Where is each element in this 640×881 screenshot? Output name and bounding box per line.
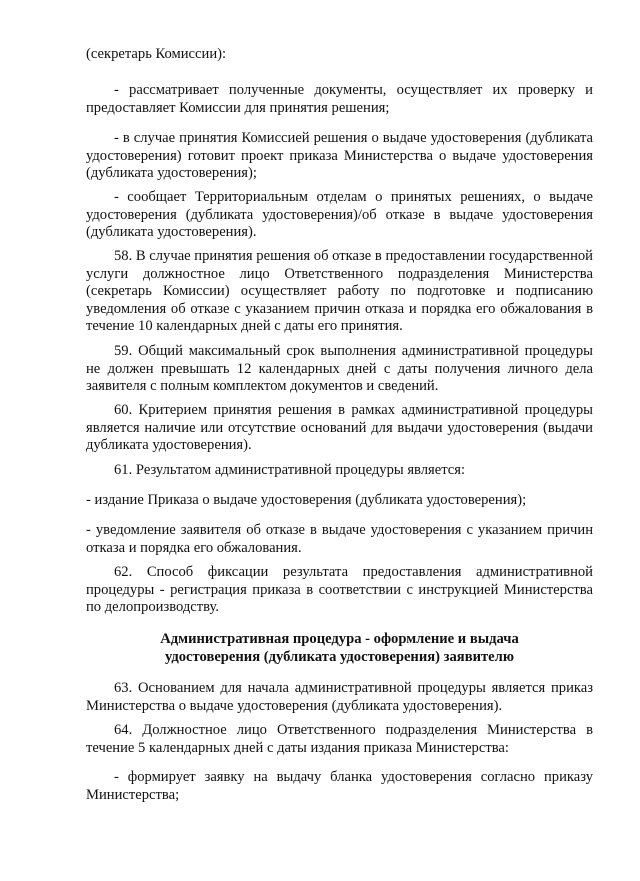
paragraph-notify-departments: - сообщает Территориальным отделам о принятых решениях, о выдаче удостоверения (дубликата удостоверения)/об отказе в выдаче удостоверения (дубликата удостоверения).: [86, 189, 593, 241]
paragraph-review-documents: - рассматривает полученные документы, осуществляет их проверку и предоставляет Комиссии для принятия решения;: [86, 82, 593, 116]
section-heading: [86, 631, 593, 666]
section-heading-line-1: Административная процедура - оформление и выдача: [160, 631, 519, 647]
paragraph-notify-refusal: - уведомление заявителя об отказе в выдаче удостоверения с указанием причин отказа и порядка его обжалования.: [86, 522, 593, 556]
paragraph-61: 61. Результатом административной процедуры является:: [114, 462, 466, 478]
paragraph-64: 64. Должностное лицо Ответственного подразделения Министерства в течение 5 календарных дней с даты издания приказа Министерства:: [86, 722, 593, 756]
paragraph-59: 59. Общий максимальный срок выполнения административной процедуры не должен превышать 12 календарных дней с даты получения личного дела заявителя с полным комплектом документов и сведений.: [86, 343, 593, 395]
paragraph-issue-order: - издание Приказа о выдаче удостоверения (дубликата удостоверения);: [86, 492, 527, 508]
paragraph-60: 60. Критерием принятия решения в рамках административной процедуры является наличие или отсутствие оснований для выдачи удостоверения (выдачи дубликата удостоверения).: [86, 402, 593, 454]
paragraph-62: 62. Способ фиксации результата предоставления административной процедуры - регистрация приказа в соответствии с инструкцией Министерства по делопроизводству.: [86, 564, 593, 616]
paragraph-prepare-order: - в случае принятия Комиссией решения о выдаче удостоверения (дубликата удостоверения) готовит проект приказа Министерства о выдаче удостоверения (дубликата удостоверения);: [86, 130, 593, 182]
paragraph-form-request: - формирует заявку на выдачу бланка удостоверения согласно приказу Министерства;: [86, 769, 593, 803]
paragraph-63: 63. Основанием для начала административной процедуры является приказ Министерства о выдаче удостоверения (дубликата удостоверения).: [86, 680, 593, 714]
paragraph-secretary-note: (секретарь Комиссии):: [86, 46, 227, 62]
paragraph-58: 58. В случае принятия решения об отказе в предоставлении государственной услуги должностное лицо Ответственного подразделения Министерства (секретарь Комиссии) осуществляет работу по подготовке и подписанию уведомления об отказе с указанием причин отказа и порядка его обжалования в течение 10 календарных дней с даты его принятия.: [86, 248, 593, 335]
section-heading-line-2: удостоверения (дубликата удостоверения) заявителю: [165, 648, 514, 665]
